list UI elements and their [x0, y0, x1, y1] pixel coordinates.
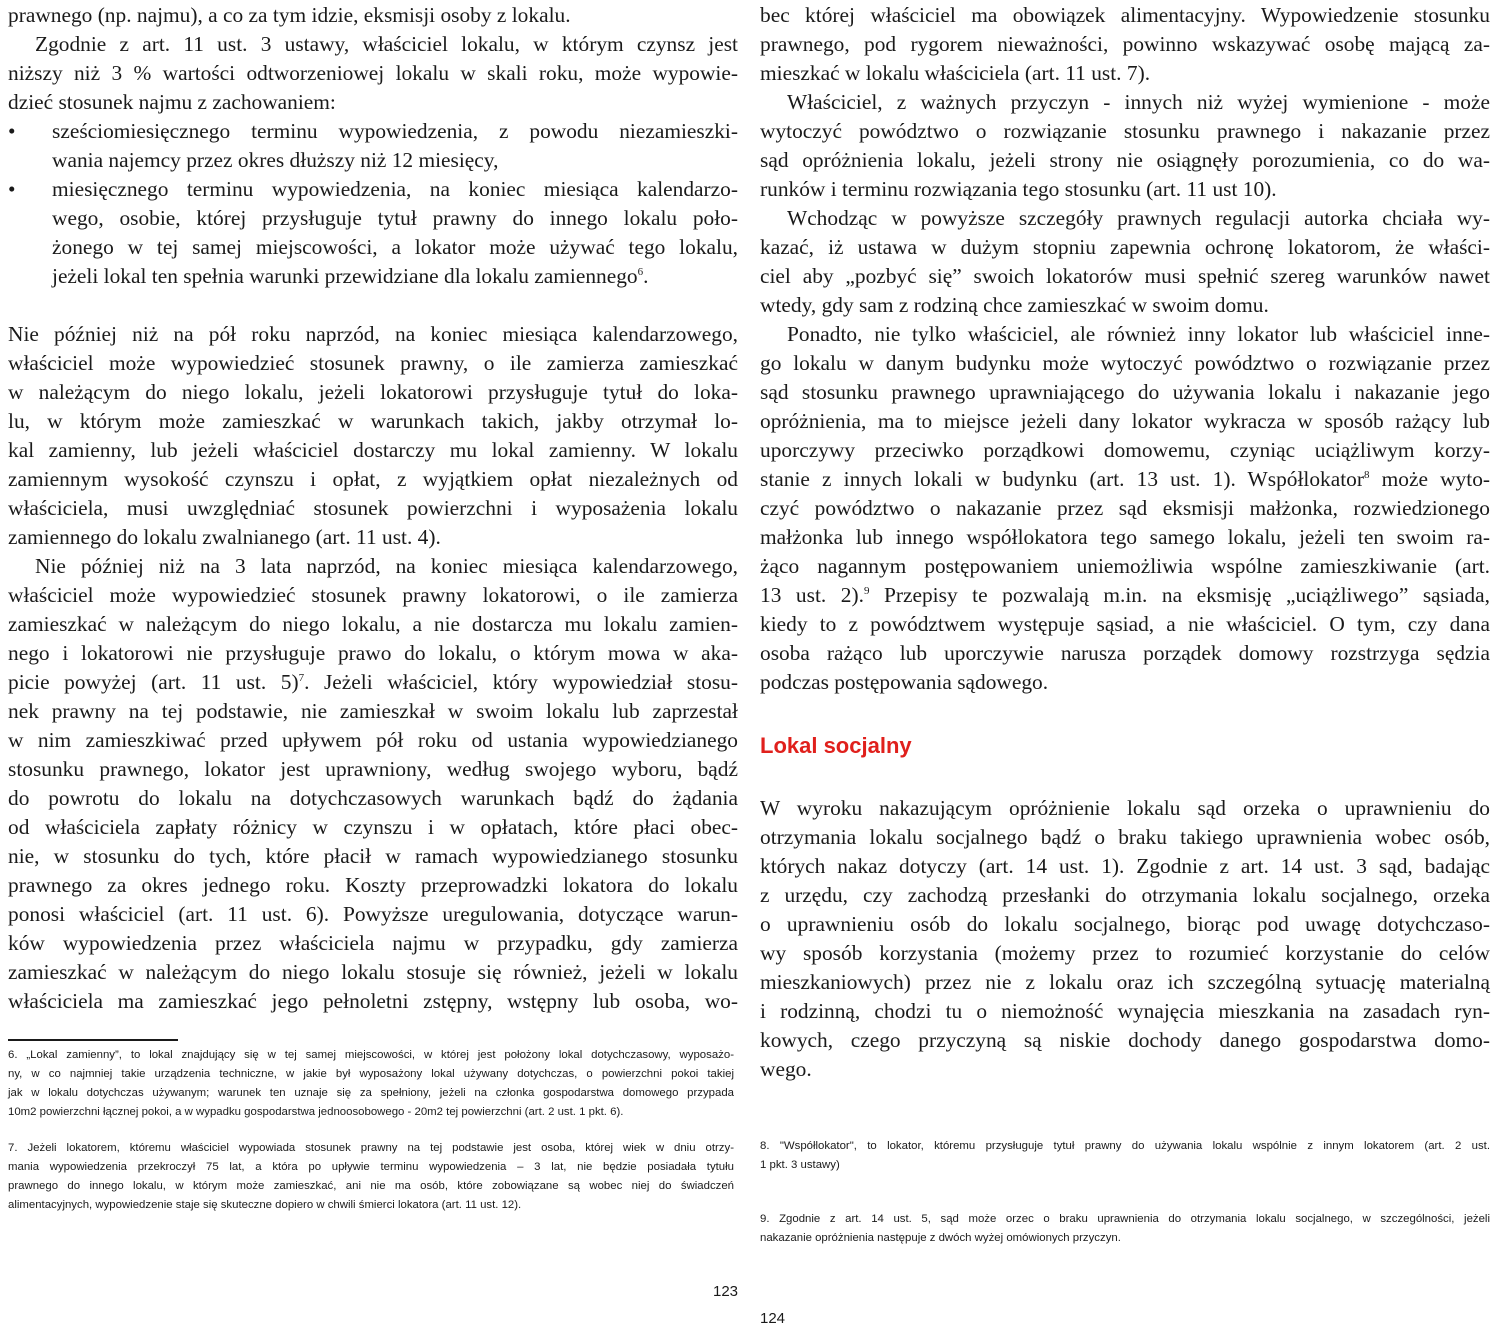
- footnote-line: 9. Zgodnie z art. 14 ust. 5, sąd może orzec o braku uprawnienia do otrzymania lokalu socjalnego, w szczególności, jeżeli: [760, 1213, 1490, 1225]
- text-line: kiedy to z powództwem występuje sąsiad, a nie właściciel. O tym, czy dana: [760, 612, 1490, 636]
- footnote-line: 7. Jeżeli lokatorem, któremu właściciel wypowiada stosunek prawny na tej podstawie jest osoba, której wiek w dniu otrzy-: [8, 1142, 734, 1154]
- text-line: prawnego, pod rygorem nieważności, powinno wskazywać osobę mającą za-: [760, 32, 1490, 56]
- footnote-6: [8, 1046, 734, 1122]
- footnote-ref-9: 9: [863, 585, 870, 597]
- text-line: uporczywy przeciwko porządkowi domowemu, czyniąc uciążliwym korzy-: [760, 438, 1490, 462]
- text-line: ciel aby „pozbyć się” swoich lokatorów musi spełnić szereg warunków nawet: [760, 264, 1490, 288]
- text-line: stosunku prawnego, lokator jest uprawniony, według swojego wyboru, bądź: [8, 757, 738, 781]
- text-line: Wchodząc w powyższe szczegóły prawnych regulacji autorka chciała wy-: [787, 206, 1490, 230]
- footnote-line: mania wypowiedzenia przekroczył 75 lat, a która po upływie terminu wypowiedzenia – 3 lat, nie będzie posiadała tytułu: [8, 1161, 734, 1173]
- bullet-item-cont: [8, 204, 738, 233]
- text-line: miesięcznego terminu wypowiedzenia, na koniec miesiąca kalendarzo-: [52, 177, 738, 201]
- text-line: wtedy, gdy sam z rodziną chce zamieszkać w swoim domu.: [760, 293, 1269, 317]
- text-line: zamieszkać w należącym do niego lokalu, a nie dostarcza mu lokalu zamien-: [8, 612, 738, 636]
- text-line: Zgodnie z art. 11 ust. 3 ustawy, właściciel lokalu, w którym czynsz jest: [35, 32, 738, 56]
- footnote-ref-8: 8: [1364, 469, 1370, 481]
- text-line: jeżeli lokal ten spełnia warunki przewidziane dla lokalu zamiennego: [52, 264, 638, 288]
- text-line: i rodzinną, chodzi tu o niemożność wynajęcia mieszkania na zasadach ryn-: [760, 999, 1490, 1023]
- text-line-part: . Jeżeli właściciel, który wypowiedział stosu-: [304, 670, 738, 694]
- text-line: mieszkaniowych) przez nie z lokalu oraz ich szczególną sytuację materialną: [760, 970, 1490, 994]
- text-line: prawnego (np. najmu), a co za tym idzie, eksmisji osoby z lokalu.: [8, 3, 571, 27]
- text-line: [8, 668, 738, 697]
- text-line: kazać, iż ustawa w dużym stopniu zapewnia ochronę lokatorom, że właści-: [760, 235, 1490, 259]
- text-line: wytoczyć powództwo o rozwiązanie stosunku prawnego i nakazanie przez: [760, 119, 1490, 143]
- text-line: o uprawnieniu osób do lokalu socjalnego, biorąc pod uwagę dotychczaso-: [760, 912, 1490, 936]
- text-line: W wyroku nakazującym opróżnienie lokalu sąd orzeka o uprawnieniu do: [760, 796, 1490, 820]
- text-line: nek prawny na tej podstawie, nie zamieszkał w swoim lokalu lub zaprzestał: [8, 699, 738, 723]
- footnote-line: jak w lokalu dotychczas używanym; warunek ten uznaje się za spełniony, jeżeli na członka gospodarstwa domowego przypada: [8, 1087, 734, 1099]
- text-line: od właściciela zapłaty różnicy w czynszu i w opłatach, które płaci obec-: [8, 815, 738, 839]
- right-body-text-2: [760, 794, 1490, 1084]
- text-line: Ponadto, nie tylko właściciel, ale również inny lokator lub właściciel inne-: [787, 322, 1490, 346]
- text-line: go lokalu w danym budynku może wytoczyć powództwo o rozwiązanie przez: [760, 351, 1490, 375]
- text-line: Nie później niż na pół roku naprzód, na koniec miesiąca kalendarzowego,: [8, 322, 738, 346]
- text-line: opróżnienia, ma to miejsce jeżeli dany lokator wykracza w sposób rażący lub: [760, 409, 1490, 433]
- text-line-part: może wyto-: [1369, 467, 1491, 491]
- text-line: ponosi właściciel (art. 11 ust. 6). Powyższe uregulowania, dotyczące warun-: [8, 902, 738, 926]
- left-body-text-2: [8, 320, 738, 1016]
- text-line: nego i lokatorowi nie przysługuje prawo do lokalu, o którym mowa w aka-: [8, 641, 738, 665]
- bullet-item-cont: [8, 262, 738, 291]
- text-line: właściciel może wypowiedzieć stosunek prawny lokatorowi, o ile zamierza: [8, 583, 738, 607]
- text-line-tail: .: [643, 264, 649, 288]
- text-line: runków i terminu rozwiązania tego stosunku (art. 11 ust 10).: [760, 177, 1277, 201]
- text-line: osoba rażąco lub uporczywie narusza porządek domowy rozstrzyga sędzia: [760, 641, 1490, 665]
- text-line: zamieszkać w należącym do niego lokalu stosuje się również, jeżeli w lokalu: [8, 960, 738, 984]
- footnote-9: [760, 1210, 1490, 1248]
- footnote-separator: [8, 1039, 178, 1041]
- text-line-part: Przepisy te pozwalają m.in. na eksmisję „uciążliwego” sąsiada,: [869, 583, 1490, 607]
- text-line: zamiennym wysokość czynszu i opłat, z wyjątkiem opłat niezależnych od: [8, 467, 738, 491]
- text-line: prawnego za okres jednego roku. Koszty przeprowadzki lokatora do lokalu: [8, 873, 738, 897]
- bullet-item: [8, 117, 738, 146]
- text-line-part: 13 ust. 2).: [760, 583, 864, 607]
- text-line: wania najemcy przez okres dłuższy niż 12 miesięcy,: [52, 148, 499, 172]
- footnote-line: ny, w co najmniej takie urządzenia techniczne, w jakie był wyposażony lokal używany dotychczas, o powierzchni pokoi takiej: [8, 1068, 734, 1080]
- text-line: z urzędu, czy zachodzą przesłanki do otrzymania lokalu socjalnego, orzeka: [760, 883, 1490, 907]
- text-line: sześciomiesięcznego terminu wypowiedzenia, z powodu niezamieszki-: [52, 119, 738, 143]
- text-line: zamiennego do lokalu zwalnianego (art. 11 ust. 4).: [8, 525, 441, 549]
- text-line-part: stanie z innych lokali w budynku (art. 13 ust. 1). Współlokator: [760, 467, 1364, 491]
- text-line: [760, 465, 1490, 494]
- left-body-text: [8, 1, 738, 291]
- bullet-icon: •: [8, 177, 16, 201]
- footnote-line: 8. "Współlokator", to lokator, któremu przysługuje tytuł prawny do używania lokalu wspólnie z innym lokatorem (art. 2 ust.: [760, 1140, 1490, 1152]
- bullet-item-cont: [8, 233, 738, 262]
- text-line: Właściciel, z ważnych przyczyn - innych niż wyżej wymienione - może: [787, 90, 1490, 114]
- text-line: lu, w którym może zamieszkać w warunkach takich, jakby otrzymał lo-: [8, 409, 738, 433]
- footnote-ref-7: 7: [298, 672, 305, 684]
- text-line: mieszkać w lokalu właściciela (art. 11 ust. 7).: [760, 61, 1151, 85]
- text-line: w należącym do niego lokalu, jeżeli lokatorowi przysługuje tytuł do loka-: [8, 380, 738, 404]
- text-line: w nim zamieszkiwać przed upływem pół roku od ustania wypowiedzianego: [8, 728, 738, 752]
- footnote-line: 6. „Lokal zamienny”, to lokal znajdujący się w tej samej miejscowości, w której jest położony lokal dotychczasowy, wyposażo-: [8, 1049, 734, 1061]
- text-line: wego, osobie, której przysługuje tytuł prawny do innego lokalu poło-: [52, 206, 738, 230]
- text-line: żąco nagannym postępowaniem uniemożliwia wspólne zamieszkiwanie (art.: [760, 554, 1490, 578]
- text-line: właściciela ma zamieszkać jego pełnoletni zstępny, wstępny lub osoba, wo-: [8, 989, 738, 1013]
- text-line: bec której właściciel ma obowiązek alimentacyjny. Wypowiedzenie stosunku: [760, 3, 1490, 27]
- text-line: małżonka lub innego współlokatora tego samego lokalu, jeżeli ten swoim ra-: [760, 525, 1490, 549]
- text-line: właściciela, musi uwzględniać stosunek powierzchni i wyposażenia lokalu: [8, 496, 738, 520]
- text-line: do powrotu do lokalu na dotychczasowych warunkach bądź do żądania: [8, 786, 738, 810]
- text-line: [760, 581, 1490, 610]
- footnote-line: prawnego do innego lokalu, w którym może zamieszkać, ani nie ma osób, które zobowiązane są wobec niej do świadczeń: [8, 1180, 734, 1192]
- footnote-8: [760, 1137, 1490, 1175]
- text-line: czyć powództwo o nakazanie przez sąd eksmisji małżonka, rozwiedzionego: [760, 496, 1490, 520]
- text-line-part: picie powyżej (art. 11 ust. 5): [8, 670, 299, 694]
- footnote-ref-6: 6: [637, 266, 644, 278]
- bullet-item: [8, 175, 738, 204]
- text-line: kowych, czego przyczyną są niskie dochody danego gospodarstwa domo-: [760, 1028, 1490, 1052]
- page-number-right: 124: [760, 1310, 786, 1327]
- text-line: Nie później niż na 3 lata naprzód, na koniec miesiąca kalendarzowego,: [35, 554, 738, 578]
- footnote-line: 10m2 powierzchni łącznej pokoi, a w wypadku gospodarstwa jednoosobowego - 20m2 tej powierzchni (art. 2 ust. 1 pkt. 6).: [8, 1106, 624, 1118]
- bullet-item-cont: [8, 146, 738, 175]
- text-line: wego.: [760, 1057, 812, 1081]
- page-number-left: 123: [713, 1283, 739, 1300]
- footnote-7: [8, 1139, 734, 1215]
- text-line: kal zamienny, lub jeżeli właściciel dostarczy mu lokal zamienny. W lokalu: [8, 438, 738, 462]
- text-line: sąd opróżnienia lokalu, jeżeli strony nie osiągnęły porozumienia, co do wa-: [760, 148, 1490, 172]
- bullet-icon: •: [8, 119, 16, 143]
- text-line: otrzymania lokalu socjalnego bądź o braku takiego uprawnienia wobec osób,: [760, 825, 1490, 849]
- text-line: niższy niż 3 % wartości odtworzeniowej lokalu w skali roku, może wypowie-: [8, 61, 738, 85]
- text-line: podczas postępowania sądowego.: [760, 670, 1049, 694]
- footnote-line: 1 pkt. 3 ustawy): [760, 1159, 840, 1171]
- section-heading: Lokal socjalny: [760, 733, 912, 758]
- text-line: wy sposób korzystania (możemy przez to rozumieć korzystanie do celów: [760, 941, 1490, 965]
- text-line: żonego w tej samej miejscowości, a lokator może używać tego lokalu,: [52, 235, 738, 259]
- text-line: dzieć stosunek najmu z zachowaniem:: [8, 90, 336, 114]
- right-body-text: [760, 1, 1490, 697]
- text-line: ków wypowiedzenia przez właściciela najmu w przypadku, gdy zamierza: [8, 931, 738, 955]
- text-line: których nakaz dotyczy (art. 14 ust. 1). Zgodnie z art. 14 ust. 3 sąd, badając: [760, 854, 1490, 878]
- text-line: właściciel może wypowiedzieć stosunek prawny, o ile zamierza zamieszkać: [8, 351, 738, 375]
- text-line: sąd stosunku prawnego uprawniającego do używania lokalu i nakazanie jego: [760, 380, 1490, 404]
- footnote-line: alimentacyjnych, wypowiedzenie staje się skuteczne dopiero w chwili śmierci lokatora (art. 11 ust. 12).: [8, 1199, 522, 1211]
- footnote-line: nakazanie opróżnienia następuje z dwóch wyżej omówionych przyczyn.: [760, 1232, 1121, 1244]
- text-line: nie, w stosunku do tych, które płacił w ramach wypowiedzianego stosunku: [8, 844, 738, 868]
